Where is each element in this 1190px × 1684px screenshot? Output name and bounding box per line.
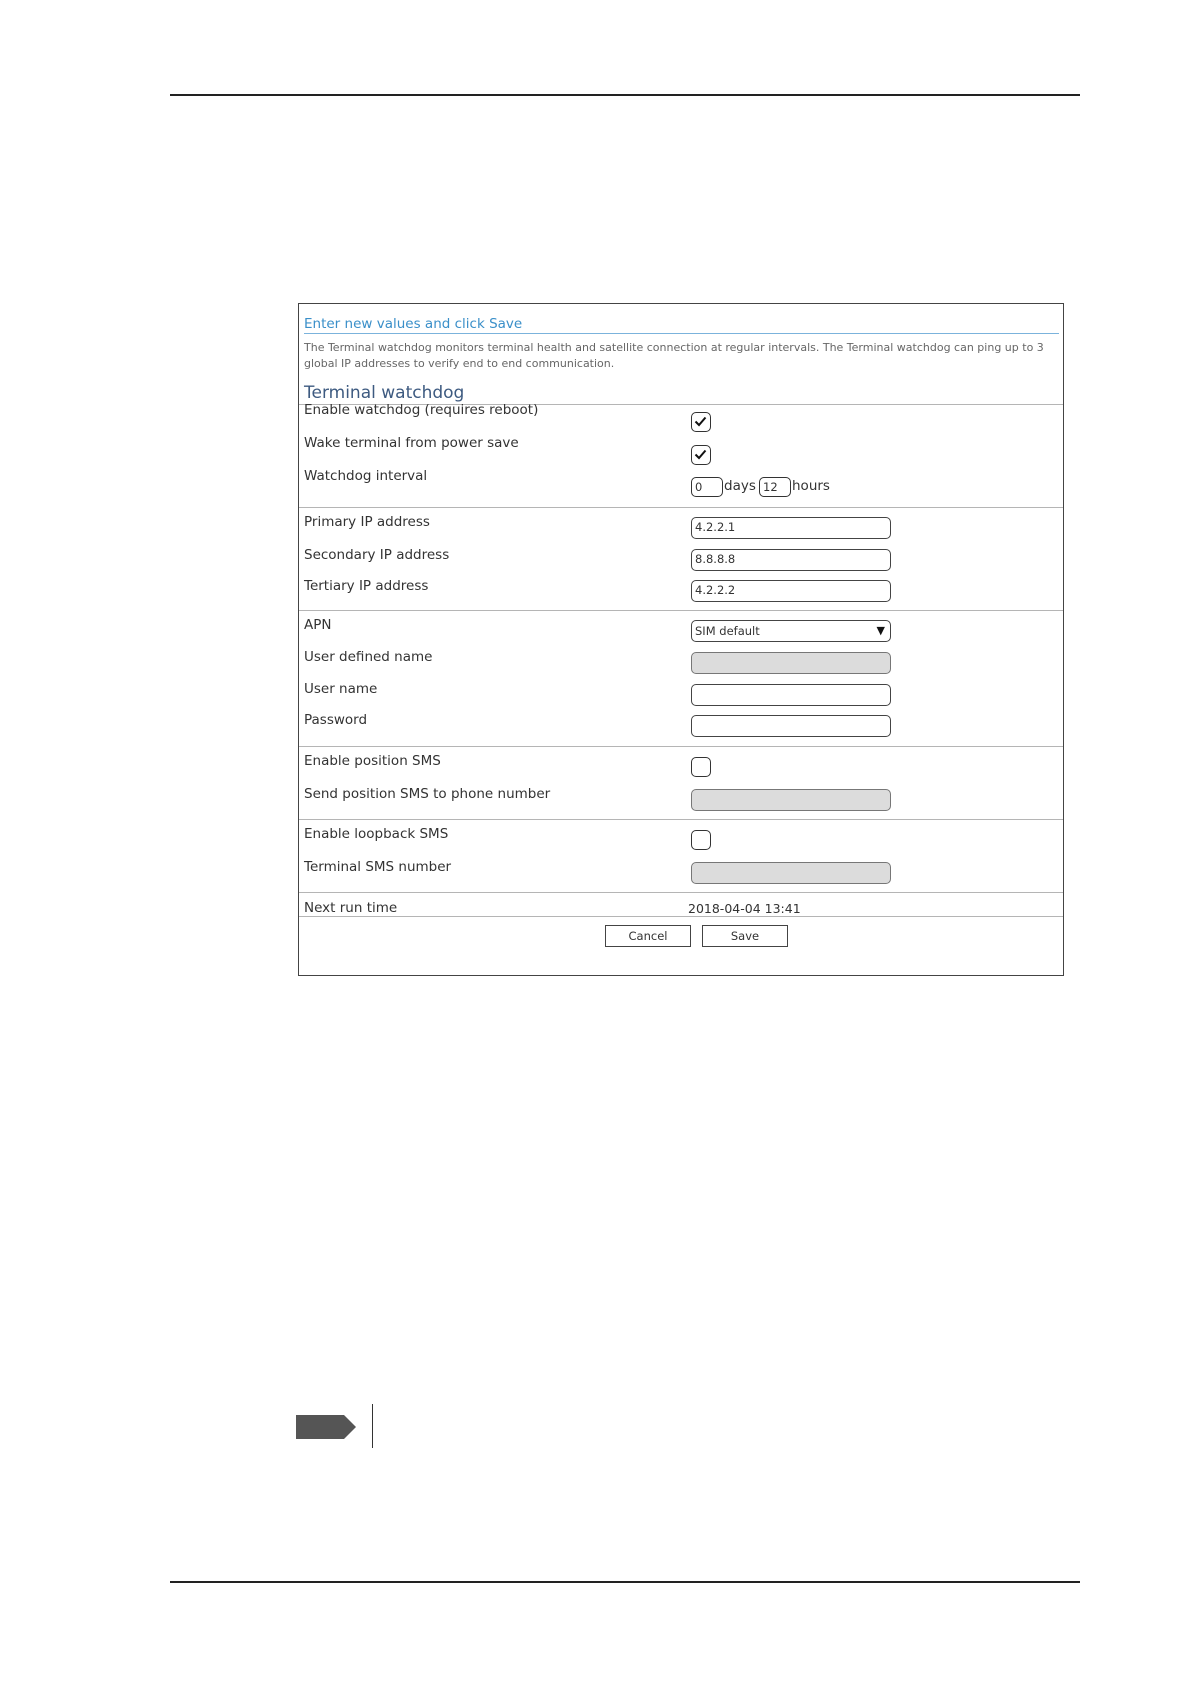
position-sms-number-label: Send position SMS to phone number xyxy=(304,786,551,802)
enable-position-sms-label: Enable position SMS xyxy=(304,753,441,769)
separator xyxy=(299,610,1063,611)
separator xyxy=(299,507,1063,508)
panel-description: The Terminal watchdog monitors terminal health and satellite connection at regular intervals. The Terminal watchdog can ping up to 3 global IP addresses to verify end to end communication. xyxy=(304,341,1044,370)
interval-hours-input[interactable]: 12 xyxy=(759,477,791,497)
watchdog-interval-label: Watchdog interval xyxy=(304,468,428,484)
checkmark-icon xyxy=(694,415,707,428)
note-arrow-icon xyxy=(296,1415,358,1439)
enable-watchdog-label: Enable watchdog (requires reboot) xyxy=(304,402,539,418)
enable-position-sms-checkbox[interactable] xyxy=(691,757,711,777)
enable-loopback-sms-label: Enable loopback SMS xyxy=(304,826,449,842)
section-title: Terminal watchdog xyxy=(304,383,465,403)
primary-ip-input[interactable]: 4.2.2.1 xyxy=(691,517,891,539)
note-divider xyxy=(372,1404,373,1448)
apn-selected-value: SIM default xyxy=(695,624,760,638)
secondary-ip-label: Secondary IP address xyxy=(304,547,450,563)
checkmark-icon xyxy=(694,448,707,461)
user-name-label: User name xyxy=(304,681,378,697)
header-rule xyxy=(170,94,1080,96)
position-sms-number-input[interactable] xyxy=(691,789,891,811)
watchdog-panel xyxy=(298,303,1064,976)
next-run-value: 2018-04-04 13:41 xyxy=(688,901,801,916)
triangle-down-icon: ▼ xyxy=(876,624,885,637)
enable-watchdog-checkbox[interactable] xyxy=(691,412,711,432)
separator xyxy=(299,892,1063,893)
apn-select[interactable] xyxy=(691,620,891,642)
apn-label: APN xyxy=(304,617,332,633)
user-defined-name-input[interactable] xyxy=(691,652,891,674)
password-input[interactable] xyxy=(691,715,891,737)
hours-unit-label: hours xyxy=(792,478,830,494)
separator xyxy=(299,916,1063,917)
secondary-ip-input[interactable]: 8.8.8.8 xyxy=(691,549,891,571)
cancel-button[interactable]: Cancel xyxy=(605,925,691,947)
wake-terminal-label: Wake terminal from power save xyxy=(304,435,519,451)
footer-rule xyxy=(170,1581,1080,1583)
panel-header: Enter new values and click Save xyxy=(304,316,1059,334)
password-label: Password xyxy=(304,712,368,728)
save-button[interactable]: Save xyxy=(702,925,788,947)
days-unit-label: days xyxy=(724,478,756,494)
tertiary-ip-input[interactable]: 4.2.2.2 xyxy=(691,580,891,602)
enable-loopback-sms-checkbox[interactable] xyxy=(691,830,711,850)
next-run-label: Next run time xyxy=(304,900,398,916)
user-name-input[interactable] xyxy=(691,684,891,706)
separator xyxy=(299,819,1063,820)
user-defined-name-label: User defined name xyxy=(304,649,433,665)
terminal-sms-number-label: Terminal SMS number xyxy=(304,859,452,875)
interval-days-input[interactable]: 0 xyxy=(691,477,723,497)
primary-ip-label: Primary IP address xyxy=(304,514,430,530)
terminal-sms-number-input[interactable] xyxy=(691,862,891,884)
tertiary-ip-label: Tertiary IP address xyxy=(304,578,429,594)
separator xyxy=(299,746,1063,747)
wake-terminal-checkbox[interactable] xyxy=(691,445,711,465)
